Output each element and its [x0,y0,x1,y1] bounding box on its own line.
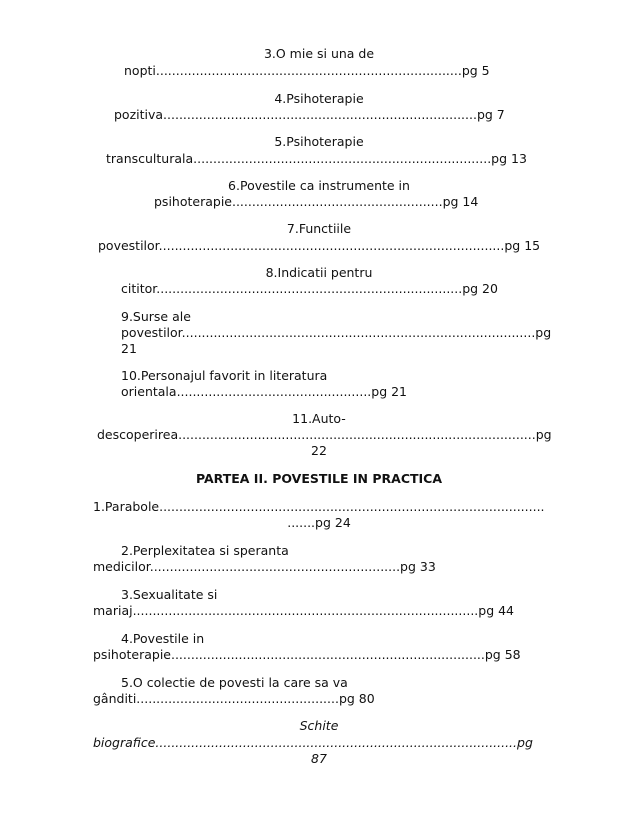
part2-entry-4-title: 4.Povestile in [121,631,205,646]
toc-entry-11-title: 11.Auto- [292,411,346,426]
toc-entry-4-page: pozitiva...............................................................................pg 7 [114,107,505,122]
toc-entry-3-title: 3.O mie si una de [263,46,375,61]
toc-entry-6-page: psihoterapie.....................................................pg 14 [154,194,479,209]
toc-entry-5-page: transculturala...........................................................................pg 13 [106,151,527,166]
toc-entry-10-page: orientala.................................................pg 21 [121,384,408,399]
part2-entry-5-page: gânditi...................................................pg 80 [93,691,375,706]
sketches-title: Schite [299,718,339,733]
toc-entry-7-page: povestilor.......................................................................................pg 15 [98,238,541,253]
toc-entry-10-title: 10.Personajul favorit in literatura [121,368,328,383]
toc-entry-8-page: cititor.............................................................................pg 20 [121,281,498,296]
part-2-heading: PARTEA II. POVESTILE IN PRACTICA [195,471,443,486]
part2-entry-2-title: 2.Perplexitatea si speranta [121,543,289,558]
part2-entry-3-page: mariaj.......................................................................................pg 44 [93,603,515,618]
part2-entry-4-page: psihoterapie...............................................................................pg 58 [93,647,521,662]
toc-entry-4-title: 4.Psihoterapie [274,91,364,106]
toc-entry-11-page: descoperirea..........................................................................................pg [97,427,552,442]
part2-entry-5-title: 5.O colectie de povesti la care sa va [121,675,348,690]
toc-entry-8-title: 8.Indicatii pentru [265,265,373,280]
toc-entry-3-page: nopti.............................................................................pg 5 [124,63,490,78]
toc-entry-9-page: povestilor.........................................................................................pg [121,325,552,340]
toc-entry-11-pagenum: 22 [311,443,327,458]
part2-entry-1-title: 1.Parabole................................................................................................. [93,499,545,514]
toc-entry-6-title: 6.Povestile ca instrumente in [228,178,410,193]
toc-entry-9-pagenum: 21 [121,341,137,356]
part2-entry-2-page: medicilor...............................................................pg 33 [93,559,436,574]
sketches-page: biografice...........................................................................................pg [93,735,533,750]
toc-entry-9-title: 9.Surse ale [121,309,191,324]
part2-entry-3-title: 3.Sexualitate si [121,587,218,602]
toc-entry-7-title: 7.Functiile [286,221,352,236]
part2-entry-1-page: .......pg 24 [287,515,351,530]
sketches-pagenum: 87 [311,751,327,766]
toc-entry-5-title: 5.Psihoterapie [274,134,364,149]
